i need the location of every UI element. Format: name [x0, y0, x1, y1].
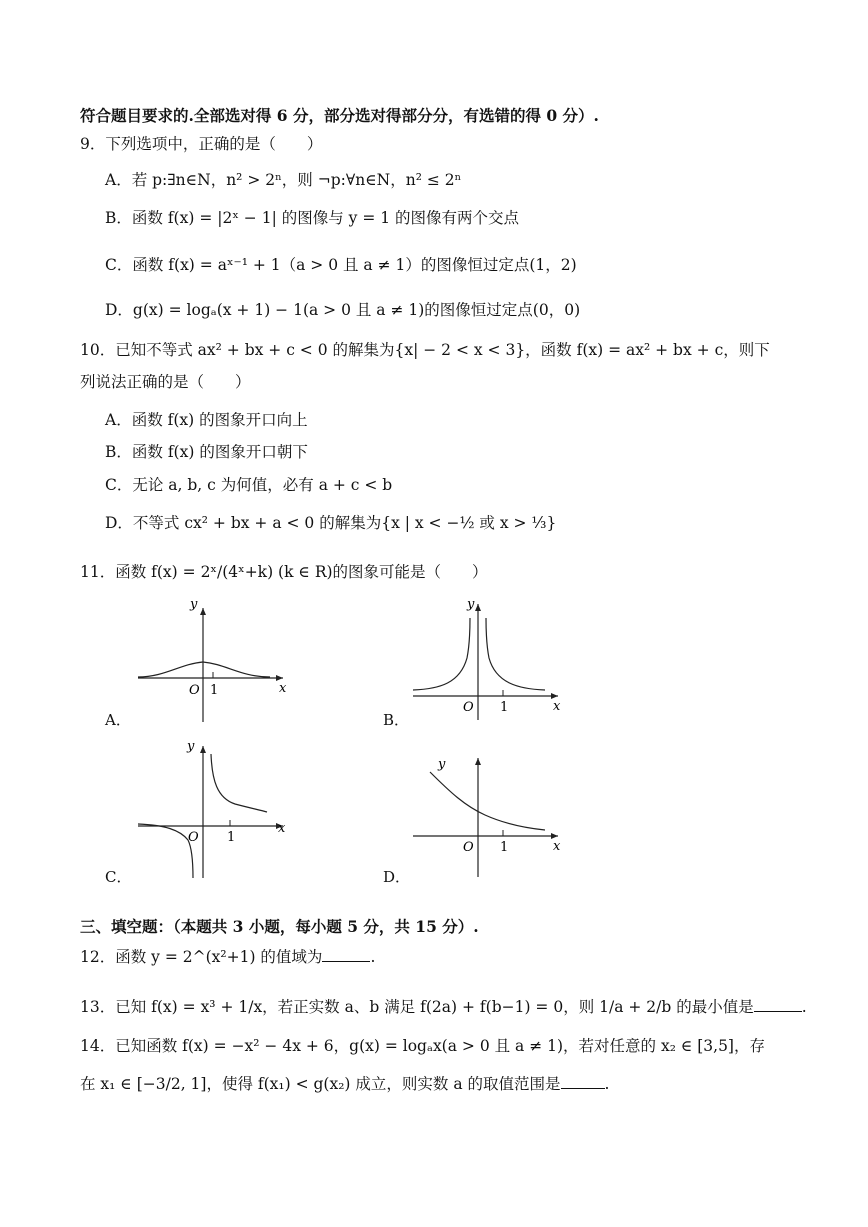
q10-stem-line2: 列说法正确的是（ ） [80, 373, 251, 391]
graph-b-label: B． [383, 711, 410, 729]
q14-line2-text: 在 x₁ ∈ [−3/2, 1]，使得 f(x₁) < g(x₂) 成立，则实数 a 的取值范围是 [80, 1075, 561, 1093]
q12-answer-blank[interactable] [322, 947, 370, 962]
q14-line1: 14．已知函数 f(x) = −x² − 4x + 6，g(x) = logₐx(a > 0 且 a ≠ 1)，若对任意的 x₂ ∈ [3,5]，存 [80, 1037, 765, 1055]
q13-answer-blank[interactable] [754, 997, 802, 1012]
graph-d-tick: 1 [500, 840, 509, 855]
graph-d-y-label: y [438, 757, 446, 772]
q9-option-b: B．函数 f(x) = |2ˣ − 1| 的图像与 y = 1 的图像有两个交点 [105, 209, 520, 227]
graph-a-x-label: x [279, 681, 287, 696]
graph-a-tick: 1 [210, 683, 219, 698]
q11-stem: 11．函数 f(x) = 2ˣ/(4ˣ+k) (k ∈ R)的图象可能是（ ） [80, 563, 488, 581]
graph-a-origin: O [189, 683, 200, 698]
graph-c-tick: 1 [227, 830, 236, 845]
q13 [80, 997, 807, 1017]
graph-d-origin: O [463, 840, 474, 855]
graph-b-y-label: y [467, 598, 475, 612]
graph-c [135, 740, 295, 880]
graph-c-y-label: y [187, 740, 195, 754]
graph-b-x-label: x [553, 699, 561, 714]
graph-d [410, 752, 570, 882]
graph-c-label: C． [105, 868, 132, 886]
q9-option-a: A．若 p:∃n∈N，n² > 2ⁿ，则 ¬p:∀n∈N，n² ≤ 2ⁿ [105, 171, 462, 189]
q10-stem-line1: 10．已知不等式 ax² + bx + c < 0 的解集为{x| − 2 < x < 3}，函数 f(x) = ax² + bx + c，则下 [80, 341, 770, 359]
q13-text: 13．已知 f(x) = x³ + 1/x，若正实数 a、b 满足 f(2a) + f(b−1) = 0，则 1/a + 2/b 的最小值是 [80, 998, 754, 1016]
section-3-title: 三、填空题：（本题共 3 小题，每小题 5 分，共 15 分）. [80, 917, 479, 936]
q14-line2 [80, 1074, 609, 1094]
graph-d-label: D． [383, 868, 411, 886]
graph-b-tick: 1 [500, 700, 509, 715]
q10-option-c: C．无论 a, b, c 为何值，必有 a + c < b [105, 476, 393, 494]
q12 [80, 947, 375, 967]
q9-option-d: D．g(x) = logₐ(x + 1) − 1(a > 0 且 a ≠ 1)的图像恒过定点(0，0) [105, 301, 581, 319]
graph-a-label: A． [105, 711, 131, 729]
q14-end: . [604, 1075, 610, 1093]
scoring-note: 符合题目要求的.全部选对得 6 分，部分选对得部分分，有选错的得 0 分）. [80, 106, 599, 125]
q13-end: . [801, 998, 807, 1016]
q10-option-d: D．不等式 cx² + bx + a < 0 的解集为{x | x < −½ 或 x > ⅓} [105, 514, 557, 532]
q10-option-b: B．函数 f(x) 的图象开口朝下 [105, 443, 308, 461]
q9-stem: 9．下列选项中，正确的是（ ） [80, 135, 323, 153]
graph-c-x-label: x [278, 821, 286, 836]
graph-d-x-label: x [553, 839, 561, 854]
q10-option-a: A．函数 f(x) 的图象开口向上 [105, 411, 308, 429]
graph-b-origin: O [463, 700, 474, 715]
graph-a [135, 600, 295, 725]
graph-c-origin: O [188, 830, 199, 845]
graph-a-y-label: y [190, 600, 198, 612]
q12-end: . [370, 948, 376, 966]
q14-answer-blank[interactable] [561, 1074, 605, 1089]
graph-b [410, 598, 570, 723]
q12-text: 12．函数 y = 2^(x²+1) 的值域为 [80, 948, 323, 966]
q9-option-c: C．函数 f(x) = aˣ⁻¹ + 1（a > 0 且 a ≠ 1）的图像恒过定点(1，2) [105, 256, 577, 274]
